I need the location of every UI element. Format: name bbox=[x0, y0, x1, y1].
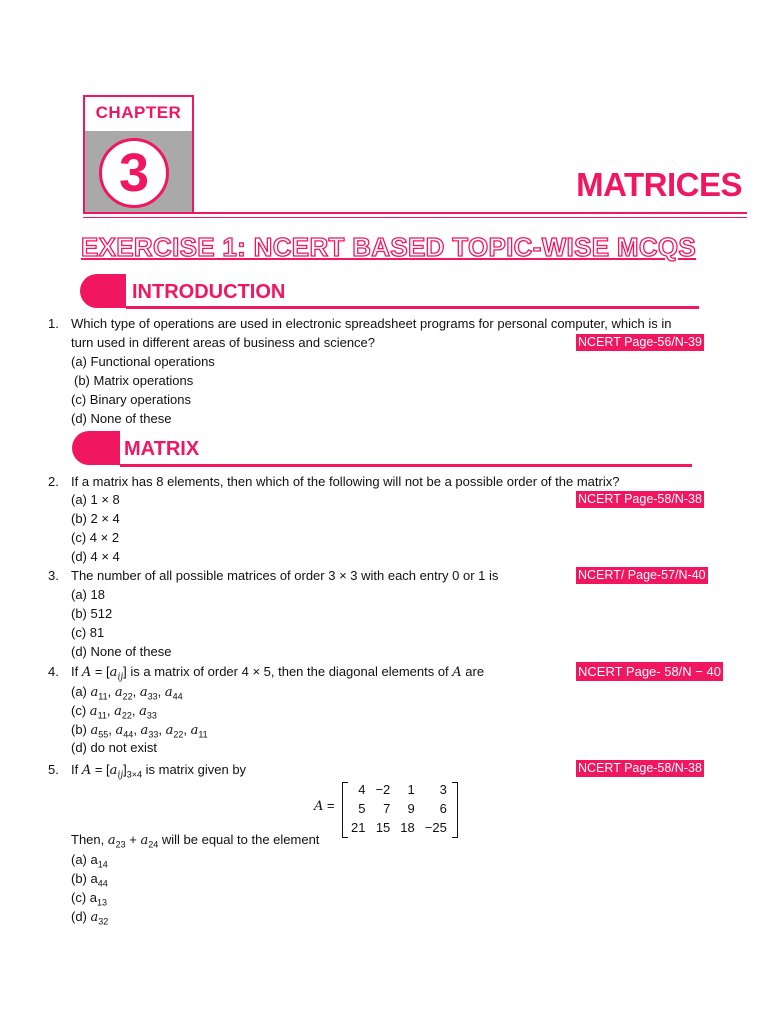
option: (c) Binary operations bbox=[71, 392, 191, 407]
option: (b) $a_{44}$ bbox=[71, 871, 108, 889]
question-number: 3. bbox=[48, 568, 59, 583]
option: (c) 81 bbox=[71, 625, 105, 640]
ncert-reference-badge: NCERT/ Page-57/N-40 bbox=[578, 568, 706, 582]
matrix-row bbox=[346, 780, 452, 799]
section-title-introduction: INTRODUCTION bbox=[132, 281, 286, 303]
ncert-reference-badge: NCERT Page-58/N-38 bbox=[578, 761, 702, 775]
question-number: 5. bbox=[48, 762, 59, 777]
ncert-reference-badge: NCERT Page-58/N-38 bbox=[578, 492, 702, 506]
option: (a) $a_{11}$, $a_{22}$, $a_{33}$, $a_{44}$ bbox=[71, 684, 183, 702]
option: (a) $a_{14}$ bbox=[71, 852, 108, 870]
option: (b) 512 bbox=[71, 606, 113, 621]
ncert-reference-badge: NCERT Page-56/N-39 bbox=[578, 335, 702, 349]
chapter-badge bbox=[83, 95, 194, 213]
question-1-line2: turn used in different areas of business and science? bbox=[71, 335, 376, 350]
chapter-number: 3 bbox=[118, 143, 150, 203]
option: (d) None of these bbox=[71, 644, 172, 659]
matrix-cell: 3 bbox=[439, 782, 447, 797]
option: (b) Matrix operations bbox=[74, 373, 194, 388]
option: (d) $a_{32}$ bbox=[71, 909, 109, 927]
question-3-text: The number of all possible matrices of order 3 × 3 with each entry 0 or 1 is bbox=[71, 568, 499, 583]
option: (a) Functional operations bbox=[71, 354, 215, 369]
option: (d) None of these bbox=[71, 411, 172, 426]
matrix-row bbox=[346, 799, 452, 818]
question-5-text: If $A = [a_{ij}]_{3\times 4}$ is matrix given by bbox=[71, 762, 247, 781]
matrix-body bbox=[342, 780, 456, 837]
matrix-cell: 4 bbox=[358, 782, 366, 797]
matrix-cell: 1 bbox=[407, 782, 415, 797]
matrix-cell: 18 bbox=[400, 820, 415, 835]
option: (c) $a_{11}$, $a_{22}$, $a_{33}$ bbox=[71, 703, 157, 721]
option: (a) 18 bbox=[71, 587, 105, 602]
matrix-table bbox=[346, 780, 452, 837]
chapter-title: MATRICES bbox=[576, 166, 742, 203]
matrix-cell: 6 bbox=[439, 801, 447, 816]
title-rule-thin bbox=[83, 217, 747, 218]
matrix-equation bbox=[314, 780, 456, 837]
option: (c) 4 × 2 bbox=[71, 530, 120, 545]
section-rule-matrix bbox=[120, 464, 692, 467]
section-pill-matrix bbox=[72, 431, 120, 465]
option: (c) $a_{13}$ bbox=[71, 890, 108, 908]
section-title-matrix: MATRIX bbox=[124, 438, 200, 460]
ncert-reference-badge: NCERT Page- 58/N − 40 bbox=[578, 664, 721, 679]
option: (d) 4 × 4 bbox=[71, 549, 120, 564]
question-4-text: If $A = [a_{ij}]$ is a matrix of order 4 × 5, then the diagonal elements of A are bbox=[71, 664, 485, 683]
matrix-expression bbox=[314, 780, 456, 837]
option: (b) 2 × 4 bbox=[71, 511, 120, 526]
question-2-text: If a matrix has 8 elements, then which of the following will not be a possible order of the matrix? bbox=[71, 474, 620, 489]
chapter-label: CHAPTER bbox=[95, 103, 182, 122]
chapter-band bbox=[85, 131, 192, 213]
exercise-heading: EXERCISE 1: NCERT BASED TOPIC-WISE MCQS bbox=[81, 232, 697, 262]
matrix-cell: −2 bbox=[375, 782, 391, 797]
section-rule-introduction bbox=[126, 306, 699, 309]
title-rule bbox=[83, 212, 747, 214]
option: (b) $a_{55}$, $a_{44}$, $a_{33}$, $a_{22}$, $a_{11}$ bbox=[71, 722, 208, 740]
matrix-cell: 21 bbox=[351, 820, 366, 835]
option: (a) 1 × 8 bbox=[71, 492, 120, 507]
question-number: 1. bbox=[48, 316, 59, 331]
question-5-then: Then, $a_{23} + a_{24}$ will be equal to the element bbox=[71, 832, 320, 850]
matrix-cell: 15 bbox=[375, 820, 391, 835]
matrix-cell: 7 bbox=[383, 801, 391, 816]
matrix-cell: 5 bbox=[358, 801, 366, 816]
matrix-lhs: A = bbox=[314, 798, 335, 814]
section-pill-introduction bbox=[80, 274, 126, 308]
question-number: 2. bbox=[48, 474, 59, 489]
matrix-cell: −25 bbox=[424, 820, 447, 835]
question-number: 4. bbox=[48, 664, 59, 679]
chapter-number-circle bbox=[99, 138, 169, 208]
option: (d) do not exist bbox=[71, 740, 157, 755]
matrix-cell: 9 bbox=[407, 801, 415, 816]
question-1-line1: Which type of operations are used in electronic spreadsheet programs for personal computer, which is in bbox=[71, 316, 672, 331]
